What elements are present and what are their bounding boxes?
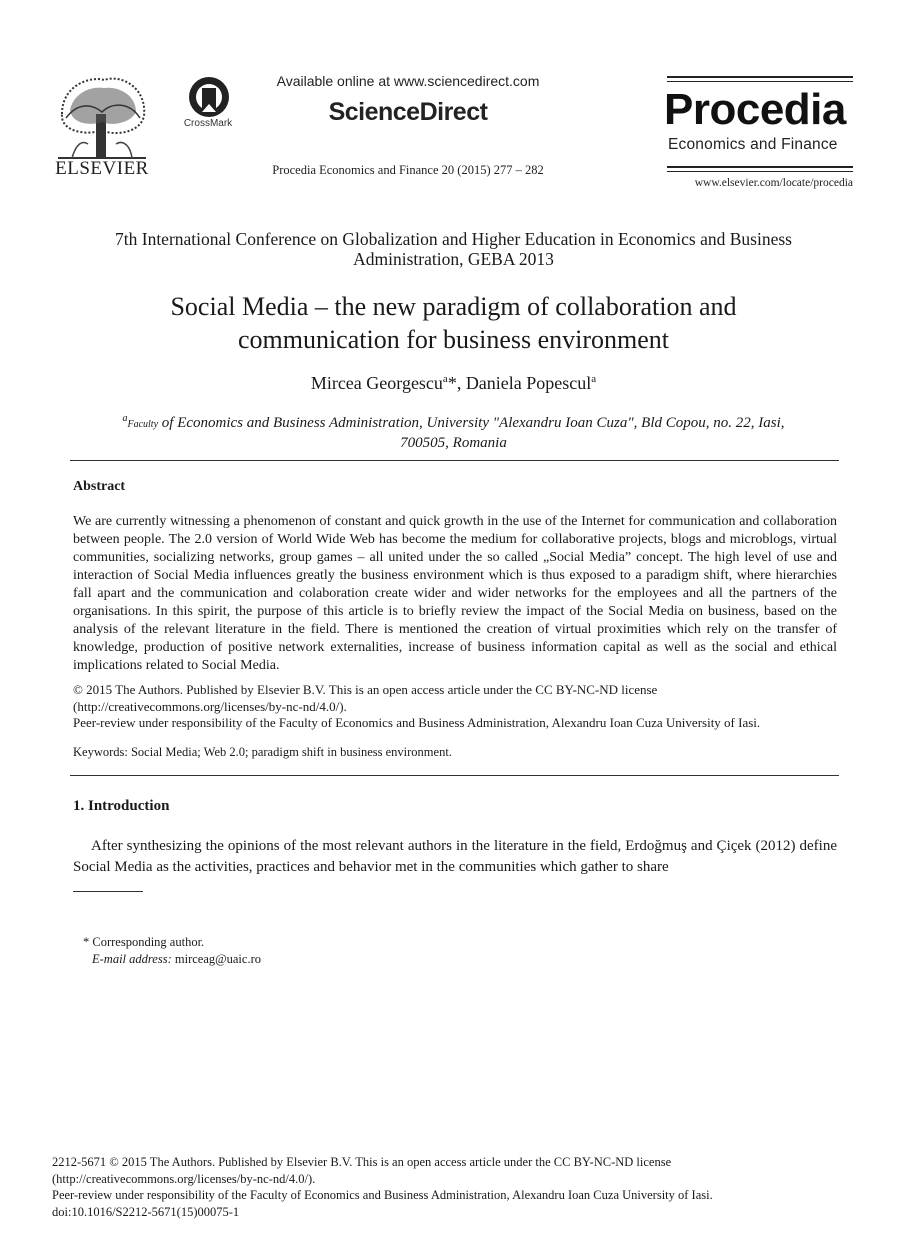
abstract-heading: Abstract [73,479,126,494]
license-line-1: © 2015 The Authors. Published by Elsevier B.V. This is an open access article under the CC BY-NC-ND license [73,682,658,697]
intro-heading: 1. Introduction [73,798,170,814]
email-label: E-mail address: [92,952,172,966]
email-address[interactable]: mirceag@uaic.ro [171,952,261,966]
footer-doi[interactable]: doi:10.1016/S2212-5671(15)00075-1 [52,1204,240,1219]
conference-line-1: 7th International Conference on Globalization and Higher Education in Economics and Business [115,229,792,249]
conference-name [60,229,847,269]
crossmark-label: CrossMark [183,118,233,129]
author-2-affil-mark: a [591,373,597,385]
affiliation [80,410,827,452]
license-link[interactable]: (http://creativecommons.org/licenses/by-nc-nd/4.0/). [73,698,347,714]
author-1: Mircea Georgescu [310,373,443,393]
page-footer [52,1154,852,1220]
title-line-2: communication for business environment [237,325,670,354]
corresponding-author-note: * Corresponding author. [83,935,205,949]
abstract-text: We are currently witnessing a phenomenon of constant and quick growth in the use of the Internet for communication and collaboration between people. The 2.0 version of World Wide Web has become the medium for collaborative projects, blogs and microblogs, virtual communities, socializing networks, group games – all united under the so called „Social Media” concept. The high level of use and interaction of Social Media influences greatly the business environment which is thus exposed to a paradigm shift, where hierarchies fall apart and the communication and colaboration create wider and wider networks for the employees and all the partners of the organisations. In this spirit, the purpose of this article is to briefly review the impact of the Social Media on business, based on the analysis of the relevant literature in the field. There is mentioned the creation of virtual proximities which rely on the transfer of knowledge, production of positive network externalities, increase of business information capital as well as the social and ethical implications related to Social Media. [73,514,837,673]
affil-line-1: of Economics and Business Administration, University "Alexandru Ioan Cuza", Bld Copou, no. 22, Iasi, [158,415,785,431]
footnote-rule [73,891,143,892]
footer-peer-review: Peer-review under responsibility of the Faculty of Economics and Business Administration, Alexandru Ioan Cuza University of Iasi. [52,1188,713,1202]
license-block [73,682,837,732]
email-line [92,952,261,967]
title-line-1: Social Media – the new paradigm of collaboration and [170,292,737,321]
author-2: Daniela Popescul [465,373,592,393]
footer-license-link[interactable]: (http://creativecommons.org/licenses/by-nc-nd/4.0/). [52,1171,316,1186]
procedia-top-rule-2 [667,81,853,82]
affil-faculty: Faculty [127,419,159,430]
corresponding-star: *, [447,373,466,393]
author-list [60,373,847,394]
procedia-subtitle: Economics and Finance [668,136,838,153]
procedia-top-rule [667,76,853,78]
divider-bottom [70,775,839,776]
journal-reference: Procedia Economics and Finance 20 (2015) 277 – 282 [272,163,544,177]
affil-mark: a [122,413,128,424]
procedia-bottom-rule [667,166,853,168]
conference-line-2: Administration, GEBA 2013 [353,249,554,269]
journal-url[interactable]: www.elsevier.com/locate/procedia [694,177,853,189]
available-online-text[interactable]: Available online at www.sciencedirect.com [276,73,540,89]
author-1-affil-mark: a [442,373,448,385]
footer-line-1: 2212-5671 © 2015 The Authors. Published by Elsevier B.V. This is an open access article under the CC BY-NC-ND license [52,1155,672,1169]
keywords: Keywords: Social Media; Web 2.0; paradigm shift in business environment. [73,745,452,759]
procedia-bottom-rule-2 [667,171,853,172]
elsevier-wordmark: ELSEVIER [55,158,149,179]
peer-review-note: Peer-review under responsibility of the Faculty of Economics and Business Administration, Alexandru Ioan Cuza University of Iasi. [73,715,761,730]
procedia-logo: Procedia [664,85,846,134]
divider-top [70,460,839,461]
affil-line-2: 700505, Romania [400,435,507,451]
sciencedirect-logo: ScienceDirect [328,98,488,126]
intro-paragraph: After synthesizing the opinions of the most relevant authors in the literature in the field, Erdoğmuş and Çiçek (2012) define Social Media as the activities, practices and behavior met in the communities which gather to share [73,838,837,875]
paper-title [60,290,847,356]
